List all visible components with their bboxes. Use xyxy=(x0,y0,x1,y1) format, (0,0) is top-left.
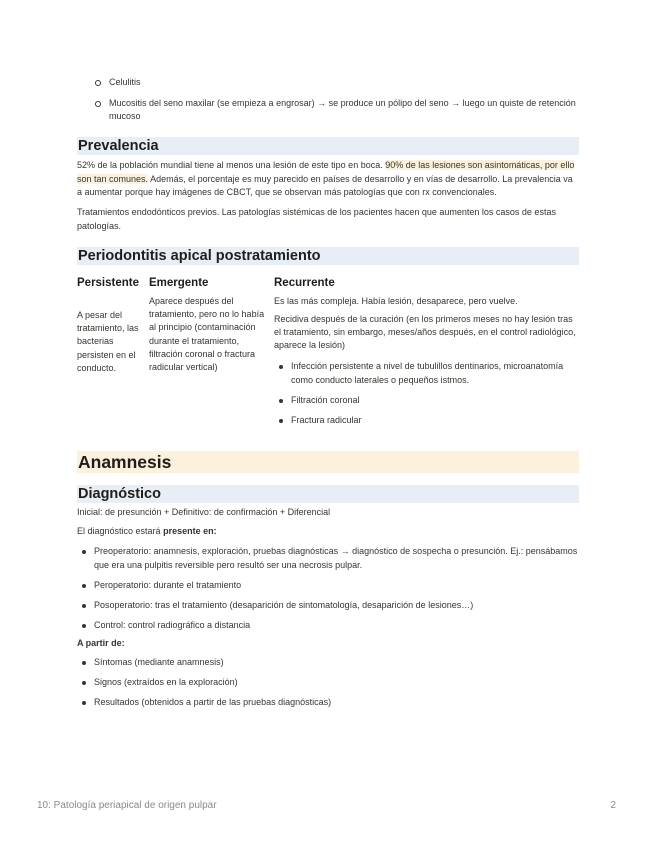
diagnostico-presente xyxy=(77,525,578,539)
emergente-text: Aparece después del tratamiento, pero no lo había al principio (contaminación durante el tratamiento, filtración coronal o fractura radicular vertical) xyxy=(149,296,265,373)
diagnostico-types: Inicial: de presunción + Definitivo: de confirmación + Diferencial xyxy=(77,507,331,517)
list-item: Peroperatorio: durante el tratamiento xyxy=(77,579,578,593)
prevalencia-paragraph-2: Tratamientos endodónticos previos. Las patologías sistémicas de los pacientes hacen que aumenten los casos de estas patologías. xyxy=(77,207,556,231)
list-item: Fractura radicular xyxy=(274,414,578,428)
heading-diagnostico: Diagnóstico xyxy=(77,485,579,503)
list-item: Control: control radiográfico a distancia xyxy=(77,619,578,633)
list-item: Preoperatorio: anamnesis, exploración, pruebas diagnósticas → diagnóstico de sospecha o presunción. Ej.: pensábamos que era una pulpitis reversible pero resultó ser una necrosis pulpar. xyxy=(77,545,578,572)
persistente-title: Persistente xyxy=(77,277,140,289)
list-item: Celulitis xyxy=(93,76,578,89)
diagnostico-list xyxy=(77,545,578,639)
list-item: Infección persistente a nivel de tubulillos dentinarios, microanatomía como conducto laterales o pequeños istmos. xyxy=(274,360,578,387)
footer-title: 10: Patología periapical de origen pulpar xyxy=(37,800,217,811)
prevalencia-text-b: Además, el porcentaje es muy parecido en países de desarrollo y en vías de desarrollo. La prevalencia va a aumentar porque hay imágenes de CBCT, que se observan más patologías que con rx convencionales. xyxy=(77,173,573,197)
prevalencia-paragraph-1 xyxy=(77,159,578,200)
prevalencia-highlight: 90% de las lesiones son asintomáticas, por ello son tan comunes. xyxy=(77,160,575,184)
apartir-list xyxy=(77,656,578,716)
page-number: 2 xyxy=(610,800,616,811)
list-item: Posoperatorio: tras el tratamiento (desaparición de sintomatología, desaparición de lesiones…) xyxy=(77,599,578,613)
list-item: Filtración coronal xyxy=(274,394,578,408)
emergente-title: Emergente xyxy=(149,277,209,289)
diagnostico-presente-text: El diagnóstico estará xyxy=(77,526,161,536)
recurrente-text-2: Recidiva después de la curación (en los primeros meses no hay lesión tras el tratamiento, sin embargo, meses/años después, en el control radiológico, aparece la lesión) xyxy=(274,314,576,351)
list-item: Resultados (obtenidos a partir de las pruebas diagnósticas) xyxy=(77,696,578,710)
intro-list xyxy=(93,76,578,131)
list-item: Signos (extraídos en la exploración) xyxy=(77,676,578,690)
list-item: Mucositis del seno maxilar (se empieza a engrosar) → se produce un pólipo del seno → luego un quiste de retención mucoso xyxy=(93,97,578,123)
heading-anamnesis: Anamnesis xyxy=(77,451,579,473)
recurrente-title: Recurrente xyxy=(274,277,335,289)
heading-prevalencia: Prevalencia xyxy=(77,137,579,155)
apartir-label-text: A partir de: xyxy=(77,638,125,648)
diagnostico-presente-bold: presente en: xyxy=(163,526,217,536)
list-item: Síntomas (mediante anamnesis) xyxy=(77,656,578,670)
persistente-text: A pesar del tratamiento, las bacterias persisten en el conducto. xyxy=(77,310,139,373)
apartir-label xyxy=(77,637,578,651)
prevalencia-text-a: 52% de la población mundial tiene al menos una lesión de este tipo en boca. xyxy=(77,160,383,170)
recurrente-list xyxy=(274,360,578,434)
heading-postratamiento: Periodontitis apical postratamiento xyxy=(77,247,579,265)
recurrente-text-1: Es las más compleja. Había lesión, desaparece, pero vuelve. xyxy=(274,296,518,306)
